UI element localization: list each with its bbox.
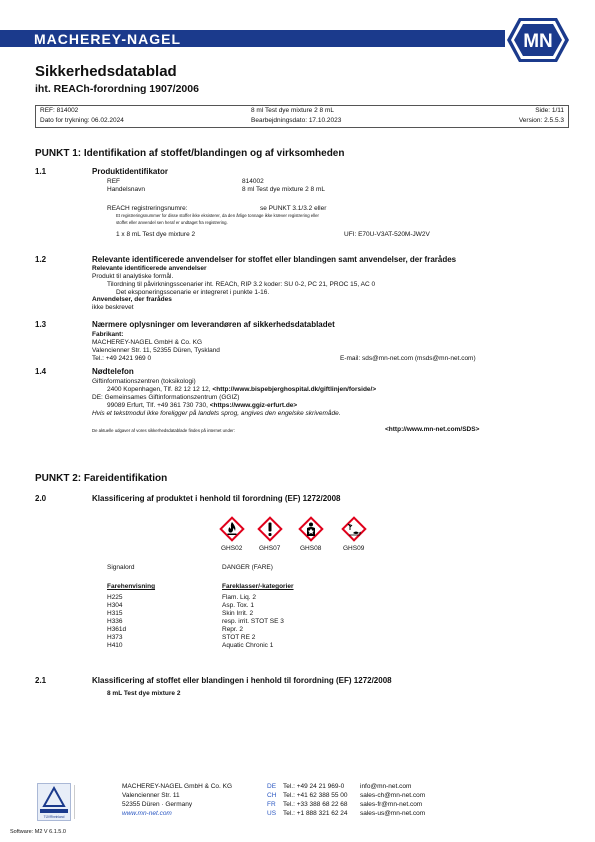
manufacturer-phone: Tel.: +49 2421 969 0 — [92, 355, 152, 362]
country-code: US — [267, 810, 277, 817]
section-2-1-title: Klassificering af stoffet eller blandingen i henhold til forordning (EF) 1272/2008 — [92, 676, 392, 685]
reach-label: REACH registreringsnumre: — [107, 205, 188, 212]
reach-note-2: stoffet eller anvendel sen heraf er undtaget fra registrering. — [116, 220, 228, 225]
section-1-title: PUNKT 1: Identifikation af stoffet/blandingen og af virksomheden — [35, 148, 345, 159]
section-1-2-title: Relevante identificerede anvendelser for stoffet eller blandingen samt anvendelser, der frarådes — [92, 255, 457, 264]
flame-icon — [219, 516, 245, 542]
use-line-2: Tilordning til påvirkningsscenarier iht. REACh, RIP 3.2 koder: SU 0-2, PC 21, PROC 15, AC 0 — [107, 281, 376, 288]
poison-center-heading: Giftinformationszentren (toksikologi) — [92, 378, 196, 385]
product-name: 8 ml Test dye mixture 2 8 mL — [251, 107, 334, 114]
hazard-class: resp. irrit. STOT SE 3 — [222, 618, 284, 625]
hazard-statement-header: Farehenvisning — [107, 583, 156, 590]
section-1-3-title: Nærmere oplysninger om leverandøren af sikkerhedsdatabladet — [92, 320, 335, 329]
ref-value: 814002 — [242, 178, 264, 185]
ghs09-label: GHS09 — [343, 545, 365, 552]
reach-note-1: Et registreringsnummer for disse stoffer ikke eksisterer, da den årlige tonnage ikke kræver registrering eller — [116, 213, 319, 218]
mn-logo-icon — [505, 16, 571, 64]
contact-email[interactable]: sales-ch@mn-net.com — [360, 792, 426, 799]
sds-url-link[interactable]: <http://www.mn-net.com/SDS> — [385, 426, 480, 433]
manufacturer-heading: Fabrikant: — [92, 331, 124, 338]
hazard-code: H410 — [107, 642, 123, 649]
language-note: Hvis et tekstmodul ikke foreligger på landets sprog, angives den engelske skrivemåde. — [92, 410, 341, 417]
hazard-code: H225 — [107, 594, 123, 601]
hazard-class: Aquatic Chronic 1 — [222, 642, 274, 649]
country-code: FR — [267, 801, 276, 808]
identified-uses-heading: Relevante identificerede anvendelser — [92, 265, 207, 272]
section-1-3-number: 1.3 — [35, 320, 47, 329]
product-item: 1 x 8 mL Test dye mixture 2 — [116, 231, 196, 238]
hazard-class: Skin Irrit. 2 — [222, 610, 254, 617]
contact-email[interactable]: info@mn-net.com — [360, 783, 412, 790]
ghs02-label: GHS02 — [221, 545, 243, 552]
manufacturer-email[interactable]: E-mail: sds@mn-net.com (msds@mn-net.com) — [340, 355, 476, 362]
tuv-label: TÜVRheinland — [43, 815, 65, 819]
hazard-code: H336 — [107, 618, 123, 625]
signal-word-value: DANGER (FARE) — [222, 564, 273, 571]
logo-text: MN — [523, 31, 553, 52]
cert-divider — [74, 785, 87, 819]
poison-center-dk-link[interactable]: <http://www.bispebjerghospital.dk/giftlinjen/forside/> — [212, 386, 377, 393]
footer-city: 52355 Düren · Germany — [122, 801, 193, 808]
hazard-class-header: Fareklasser/-kategorier — [222, 583, 294, 590]
hazard-class: STOT RE 2 — [222, 634, 256, 641]
version: Version: 2.5.5.3 — [518, 117, 564, 124]
use-line-1: Produkt til analytiske formål. — [92, 273, 174, 280]
section-2-title: PUNKT 2: Fareidentifikation — [35, 473, 168, 484]
poison-center-dk-phone: 2400 Kopenhagen, Tlf. 82 12 12 12, — [107, 386, 213, 393]
footer-company: MACHEREY-NAGEL GmbH & Co. KG — [122, 783, 233, 790]
footer-street: Valencienner Str. 11 — [122, 792, 180, 799]
signal-word-label: Signalord — [107, 564, 135, 571]
software-version: Software: M2 V 6.1.5.0 — [10, 829, 66, 835]
hazard-class: Asp. Tox. 1 — [222, 602, 255, 609]
manufacturer-name: MACHEREY-NAGEL GmbH & Co. KG — [92, 339, 203, 346]
brand-name: MACHEREY-NAGEL — [34, 31, 182, 47]
hazard-code: H315 — [107, 610, 123, 617]
hazard-class: Flam. Liq. 2 — [222, 594, 256, 601]
ghs08-label: GHS08 — [300, 545, 322, 552]
uses-advised-against-value: ikke beskrevet — [92, 304, 134, 311]
edit-date: Bearbejdningsdato: 17.10.2023 — [251, 117, 342, 124]
section-2-0-number: 2.0 — [35, 494, 47, 503]
section-1-1-title: Produktidentifikator — [92, 167, 169, 176]
print-date: Dato for trykning: 06.02.2024 — [40, 117, 124, 124]
ufi-code: UFI: E70U-V3AT-520M-JW2V — [344, 231, 430, 238]
ref-label: REF — [107, 178, 120, 185]
section-2-1-number: 2.1 — [35, 676, 47, 685]
contact-phone: Tel.: +41 62 388 55 00 — [283, 792, 348, 799]
poison-center-de-phone: 99089 Erfurt, Tlf. +49 361 730 730, — [107, 402, 210, 409]
reach-value: se PUNKT 3.1/3.2 eller — [260, 205, 327, 212]
poison-center-de-link[interactable]: <https://www.ggiz-erfurt.de> — [209, 402, 298, 409]
page-number: Side: 1/11 — [535, 107, 564, 114]
section-1-2-number: 1.2 — [35, 255, 47, 264]
poison-center-de-contact — [107, 402, 297, 409]
doc-title: Sikkerhedsdatablad — [35, 63, 177, 80]
contact-email[interactable]: sales-us@mn-net.com — [360, 810, 426, 817]
country-code: CH — [267, 792, 277, 799]
hazard-class: Repr. 2 — [222, 626, 243, 633]
section-1-4-number: 1.4 — [35, 367, 47, 376]
hazard-code: H361d — [107, 626, 127, 633]
hazard-code: H373 — [107, 634, 123, 641]
exclamation-icon — [257, 516, 283, 542]
sds-online-note: De aktuelle udgaver af vores sikkerhedsdatablade findes på internet under: — [92, 428, 235, 433]
ghs07-label: GHS07 — [259, 545, 281, 552]
contact-phone: Tel.: +1 888 321 62 24 — [283, 810, 348, 817]
poison-center-dk — [107, 386, 376, 393]
section-1-4-title: Nødtelefon — [92, 367, 134, 376]
poison-center-de: DE: Gemeinsames Giftinformationszentrum (GGIZ) — [92, 394, 240, 401]
doc-subtitle: iht. REACh-forordning 1907/2006 — [35, 83, 199, 95]
contact-phone: Tel.: +33 388 68 22 68 — [283, 801, 348, 808]
country-code: DE — [267, 783, 277, 790]
manufacturer-address: Valencienner Str. 11, 52355 Düren, Tyskland — [92, 347, 220, 354]
environment-icon — [341, 516, 367, 542]
use-line-3: Det eksponeringsscenarie er integreret i punkte 1-16. — [116, 289, 270, 296]
tuv-certificate-icon — [37, 783, 71, 821]
trade-name-value: 8 ml Test dye mixture 2 8 mL — [242, 186, 325, 193]
contact-phone: Tel.: +49 24 21 969-0 — [283, 783, 345, 790]
ref-number: REF: 814002 — [40, 107, 79, 114]
uses-advised-against-heading: Anvendelser, der frarådes — [92, 296, 172, 303]
footer-website-link[interactable]: www.mn-net.com — [122, 810, 172, 817]
section-1-1-number: 1.1 — [35, 167, 47, 176]
section-2-0-title: Klassificering af produktet i henhold til forordning (EF) 1272/2008 — [92, 494, 341, 503]
document-meta-box — [35, 105, 569, 128]
hazard-code: H304 — [107, 602, 123, 609]
health-hazard-icon — [298, 516, 324, 542]
section-2-1-product: 8 mL Test dye mixture 2 — [107, 690, 181, 697]
trade-name-label: Handelsnavn — [107, 186, 145, 193]
contact-email[interactable]: sales-fr@mn-net.com — [360, 801, 423, 808]
